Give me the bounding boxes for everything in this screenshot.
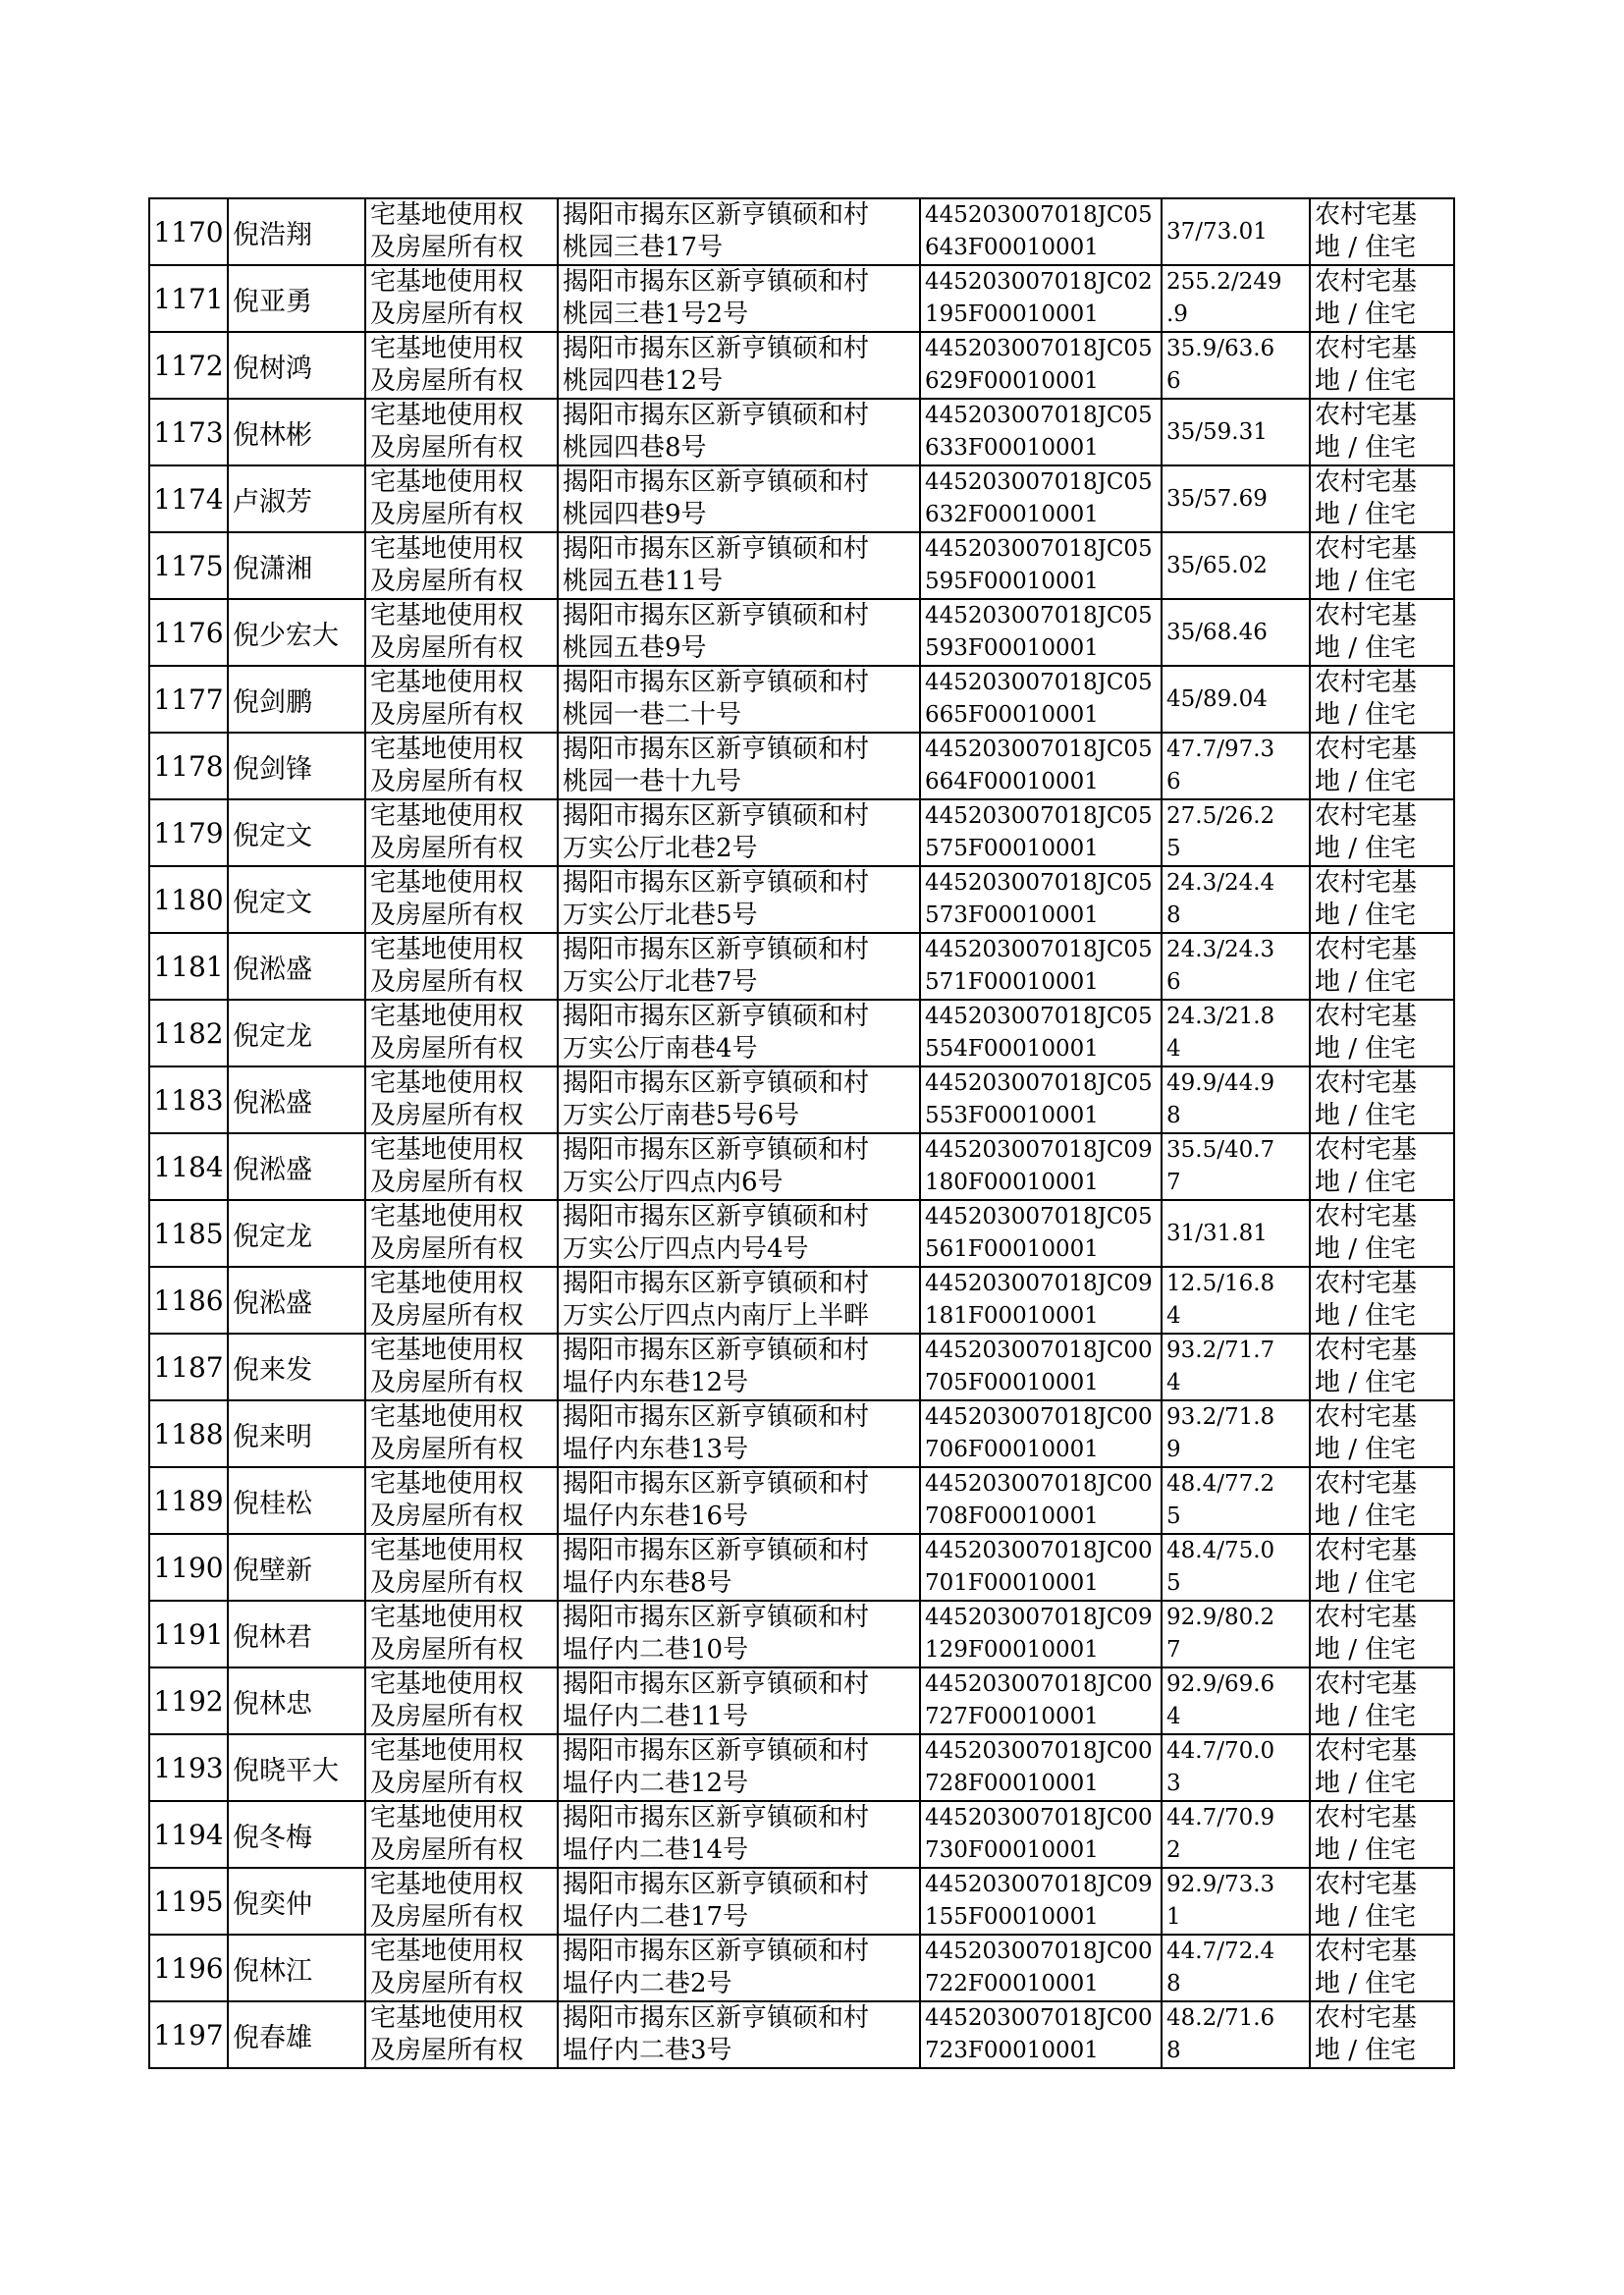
owner-name-cell: 倪春雄 <box>228 2001 365 2068</box>
land-use-cell: 农村宅基 地 / 住宅 <box>1310 532 1454 599</box>
address-cell: 揭阳市揭东区新亨镇硕和村 万实公厅南巷5号6号 <box>558 1066 920 1133</box>
property-code-cell: 445203007018JC05 554F00010001 <box>920 1000 1162 1066</box>
area-cell: 35.9/63.6 6 <box>1162 332 1310 399</box>
row-number-cell: 1189 <box>149 1467 228 1534</box>
land-use-cell: 农村宅基 地 / 住宅 <box>1310 1534 1454 1601</box>
table-row <box>149 733 1454 799</box>
owner-name-cell: 倪淞盛 <box>228 1133 365 1200</box>
property-code-cell: 445203007018JC05 665F00010001 <box>920 666 1162 733</box>
area-cell: 45/89.04 <box>1162 666 1310 733</box>
owner-name-cell: 倪林君 <box>228 1601 365 1667</box>
area-cell: 48.4/75.0 5 <box>1162 1534 1310 1601</box>
row-number-cell: 1192 <box>149 1667 228 1734</box>
owner-name-cell: 倪来明 <box>228 1400 365 1467</box>
right-type-cell: 宅基地使用权 及房屋所有权 <box>365 1868 558 1935</box>
right-type-cell: 宅基地使用权 及房屋所有权 <box>365 1334 558 1400</box>
table-row <box>149 599 1454 666</box>
address-cell: 揭阳市揭东区新亨镇硕和村 塭仔内东巷13号 <box>558 1400 920 1467</box>
address-cell: 揭阳市揭东区新亨镇硕和村 万实公厅北巷7号 <box>558 933 920 1000</box>
row-number-cell: 1187 <box>149 1334 228 1400</box>
land-use-cell: 农村宅基 地 / 住宅 <box>1310 933 1454 1000</box>
row-number-cell: 1178 <box>149 733 228 799</box>
area-cell: 92.9/80.2 7 <box>1162 1601 1310 1667</box>
row-number-cell: 1181 <box>149 933 228 1000</box>
table-row <box>149 1868 1454 1935</box>
property-code-cell: 445203007018JC05 595F00010001 <box>920 532 1162 599</box>
area-cell: 44.7/70.0 3 <box>1162 1734 1310 1801</box>
table-row <box>149 198 1454 265</box>
land-use-cell: 农村宅基 地 / 住宅 <box>1310 1400 1454 1467</box>
land-use-cell: 农村宅基 地 / 住宅 <box>1310 1935 1454 2001</box>
address-cell: 揭阳市揭东区新亨镇硕和村 塭仔内二巷10号 <box>558 1601 920 1667</box>
table-row <box>149 799 1454 866</box>
row-number-cell: 1190 <box>149 1534 228 1601</box>
row-number-cell: 1170 <box>149 198 228 265</box>
land-use-cell: 农村宅基 地 / 住宅 <box>1310 1334 1454 1400</box>
address-cell: 揭阳市揭东区新亨镇硕和村 塭仔内二巷17号 <box>558 1868 920 1935</box>
table-row <box>149 1200 1454 1267</box>
owner-name-cell: 倪剑锋 <box>228 733 365 799</box>
area-cell: 92.9/69.6 4 <box>1162 1667 1310 1734</box>
area-cell: 35/68.46 <box>1162 599 1310 666</box>
owner-name-cell: 倪壁新 <box>228 1534 365 1601</box>
property-code-cell: 445203007018JC05 632F00010001 <box>920 465 1162 532</box>
property-code-cell: 445203007018JC09 180F00010001 <box>920 1133 1162 1200</box>
row-number-cell: 1172 <box>149 332 228 399</box>
row-number-cell: 1179 <box>149 799 228 866</box>
row-number-cell: 1194 <box>149 1801 228 1868</box>
property-code-cell: 445203007018JC02 195F00010001 <box>920 265 1162 332</box>
table-row <box>149 2001 1454 2068</box>
address-cell: 揭阳市揭东区新亨镇硕和村 万实公厅南巷4号 <box>558 1000 920 1066</box>
land-use-cell: 农村宅基 地 / 住宅 <box>1310 1000 1454 1066</box>
right-type-cell: 宅基地使用权 及房屋所有权 <box>365 532 558 599</box>
right-type-cell: 宅基地使用权 及房屋所有权 <box>365 933 558 1000</box>
table-row <box>149 465 1454 532</box>
table-row <box>149 532 1454 599</box>
property-code-cell: 445203007018JC05 629F00010001 <box>920 332 1162 399</box>
property-code-cell: 445203007018JC00 722F00010001 <box>920 1935 1162 2001</box>
property-code-cell: 445203007018JC00 723F00010001 <box>920 2001 1162 2068</box>
area-cell: 24.3/24.3 6 <box>1162 933 1310 1000</box>
row-number-cell: 1176 <box>149 599 228 666</box>
property-code-cell: 445203007018JC05 575F00010001 <box>920 799 1162 866</box>
table-row <box>149 1601 1454 1667</box>
address-cell: 揭阳市揭东区新亨镇硕和村 万实公厅四点内6号 <box>558 1133 920 1200</box>
address-cell: 揭阳市揭东区新亨镇硕和村 万实公厅四点内南厅上半畔 <box>558 1267 920 1334</box>
owner-name-cell: 倪冬梅 <box>228 1801 365 1868</box>
area-cell: 93.2/71.8 9 <box>1162 1400 1310 1467</box>
address-cell: 揭阳市揭东区新亨镇硕和村 万实公厅北巷2号 <box>558 799 920 866</box>
address-cell: 揭阳市揭东区新亨镇硕和村 万实公厅北巷5号 <box>558 866 920 933</box>
right-type-cell: 宅基地使用权 及房屋所有权 <box>365 666 558 733</box>
owner-name-cell: 倪来发 <box>228 1334 365 1400</box>
property-code-cell: 445203007018JC00 706F00010001 <box>920 1400 1162 1467</box>
area-cell: 37/73.01 <box>1162 198 1310 265</box>
row-number-cell: 1183 <box>149 1066 228 1133</box>
right-type-cell: 宅基地使用权 及房屋所有权 <box>365 1734 558 1801</box>
land-use-cell: 农村宅基 地 / 住宅 <box>1310 265 1454 332</box>
owner-name-cell: 倪林江 <box>228 1935 365 2001</box>
area-cell: 48.4/77.2 5 <box>1162 1467 1310 1534</box>
right-type-cell: 宅基地使用权 及房屋所有权 <box>365 1601 558 1667</box>
table-row <box>149 1935 1454 2001</box>
right-type-cell: 宅基地使用权 及房屋所有权 <box>365 1200 558 1267</box>
row-number-cell: 1175 <box>149 532 228 599</box>
owner-name-cell: 倪剑鹏 <box>228 666 365 733</box>
land-use-cell: 农村宅基 地 / 住宅 <box>1310 1200 1454 1267</box>
owner-name-cell: 倪定龙 <box>228 1200 365 1267</box>
property-code-cell: 445203007018JC00 701F00010001 <box>920 1534 1162 1601</box>
row-number-cell: 1173 <box>149 399 228 465</box>
table-row <box>149 866 1454 933</box>
land-use-cell: 农村宅基 地 / 住宅 <box>1310 198 1454 265</box>
property-code-cell: 445203007018JC05 573F00010001 <box>920 866 1162 933</box>
land-use-cell: 农村宅基 地 / 住宅 <box>1310 399 1454 465</box>
table-row <box>149 1133 1454 1200</box>
address-cell: 揭阳市揭东区新亨镇硕和村 桃园四巷8号 <box>558 399 920 465</box>
right-type-cell: 宅基地使用权 及房屋所有权 <box>365 866 558 933</box>
right-type-cell: 宅基地使用权 及房屋所有权 <box>365 1400 558 1467</box>
land-use-cell: 农村宅基 地 / 住宅 <box>1310 1801 1454 1868</box>
property-code-cell: 445203007018JC05 553F00010001 <box>920 1066 1162 1133</box>
row-number-cell: 1186 <box>149 1267 228 1334</box>
property-code-cell: 445203007018JC00 730F00010001 <box>920 1801 1162 1868</box>
area-cell: 48.2/71.6 8 <box>1162 2001 1310 2068</box>
right-type-cell: 宅基地使用权 及房屋所有权 <box>365 465 558 532</box>
owner-name-cell: 倪林彬 <box>228 399 365 465</box>
land-use-cell: 农村宅基 地 / 住宅 <box>1310 2001 1454 2068</box>
right-type-cell: 宅基地使用权 及房屋所有权 <box>365 799 558 866</box>
right-type-cell: 宅基地使用权 及房屋所有权 <box>365 1000 558 1066</box>
owner-name-cell: 倪定龙 <box>228 1000 365 1066</box>
land-use-cell: 农村宅基 地 / 住宅 <box>1310 1467 1454 1534</box>
property-code-cell: 445203007018JC05 571F00010001 <box>920 933 1162 1000</box>
area-cell: 35.5/40.7 7 <box>1162 1133 1310 1200</box>
right-type-cell: 宅基地使用权 及房屋所有权 <box>365 265 558 332</box>
owner-name-cell: 倪定文 <box>228 799 365 866</box>
area-cell: 24.3/21.8 4 <box>1162 1000 1310 1066</box>
table-row <box>149 399 1454 465</box>
row-number-cell: 1191 <box>149 1601 228 1667</box>
address-cell: 揭阳市揭东区新亨镇硕和村 塭仔内东巷16号 <box>558 1467 920 1534</box>
table-row <box>149 1734 1454 1801</box>
owner-name-cell: 卢淑芳 <box>228 465 365 532</box>
right-type-cell: 宅基地使用权 及房屋所有权 <box>365 1534 558 1601</box>
row-number-cell: 1182 <box>149 1000 228 1066</box>
area-cell: 44.7/72.4 8 <box>1162 1935 1310 2001</box>
area-cell: 44.7/70.9 2 <box>1162 1801 1310 1868</box>
property-code-cell: 445203007018JC05 561F00010001 <box>920 1200 1162 1267</box>
owner-name-cell: 倪少宏大 <box>228 599 365 666</box>
row-number-cell: 1185 <box>149 1200 228 1267</box>
property-code-cell: 445203007018JC00 728F00010001 <box>920 1734 1162 1801</box>
row-number-cell: 1177 <box>149 666 228 733</box>
right-type-cell: 宅基地使用权 及房屋所有权 <box>365 2001 558 2068</box>
table-row <box>149 1801 1454 1868</box>
table-row <box>149 332 1454 399</box>
table-row <box>149 265 1454 332</box>
row-number-cell: 1193 <box>149 1734 228 1801</box>
land-use-cell: 农村宅基 地 / 住宅 <box>1310 1868 1454 1935</box>
right-type-cell: 宅基地使用权 及房屋所有权 <box>365 733 558 799</box>
area-cell: 92.9/73.3 1 <box>1162 1868 1310 1935</box>
owner-name-cell: 倪树鸿 <box>228 332 365 399</box>
area-cell: 35/65.02 <box>1162 532 1310 599</box>
table-row <box>149 1534 1454 1601</box>
land-use-cell: 农村宅基 地 / 住宅 <box>1310 1066 1454 1133</box>
land-use-cell: 农村宅基 地 / 住宅 <box>1310 1667 1454 1734</box>
right-type-cell: 宅基地使用权 及房屋所有权 <box>365 1801 558 1868</box>
address-cell: 揭阳市揭东区新亨镇硕和村 桃园五巷9号 <box>558 599 920 666</box>
property-code-cell: 445203007018JC05 633F00010001 <box>920 399 1162 465</box>
land-use-cell: 农村宅基 地 / 住宅 <box>1310 599 1454 666</box>
owner-name-cell: 倪淞盛 <box>228 933 365 1000</box>
right-type-cell: 宅基地使用权 及房屋所有权 <box>365 1935 558 2001</box>
table-row <box>149 1000 1454 1066</box>
land-use-cell: 农村宅基 地 / 住宅 <box>1310 1601 1454 1667</box>
property-code-cell: 445203007018JC00 705F00010001 <box>920 1334 1162 1400</box>
address-cell: 揭阳市揭东区新亨镇硕和村 塭仔内东巷12号 <box>558 1334 920 1400</box>
address-cell: 揭阳市揭东区新亨镇硕和村 塭仔内二巷11号 <box>558 1667 920 1734</box>
table-row <box>149 1066 1454 1133</box>
right-type-cell: 宅基地使用权 及房屋所有权 <box>365 1133 558 1200</box>
land-use-cell: 农村宅基 地 / 住宅 <box>1310 866 1454 933</box>
right-type-cell: 宅基地使用权 及房屋所有权 <box>365 1667 558 1734</box>
right-type-cell: 宅基地使用权 及房屋所有权 <box>365 599 558 666</box>
owner-name-cell: 倪定文 <box>228 866 365 933</box>
row-number-cell: 1180 <box>149 866 228 933</box>
owner-name-cell: 倪桂松 <box>228 1467 365 1534</box>
land-use-cell: 农村宅基 地 / 住宅 <box>1310 733 1454 799</box>
property-code-cell: 445203007018JC00 708F00010001 <box>920 1467 1162 1534</box>
row-number-cell: 1188 <box>149 1400 228 1467</box>
land-use-cell: 农村宅基 地 / 住宅 <box>1310 1133 1454 1200</box>
property-code-cell: 445203007018JC09 155F00010001 <box>920 1868 1162 1935</box>
owner-name-cell: 倪淞盛 <box>228 1066 365 1133</box>
land-use-cell: 农村宅基 地 / 住宅 <box>1310 799 1454 866</box>
table-row <box>149 1334 1454 1400</box>
land-use-cell: 农村宅基 地 / 住宅 <box>1310 465 1454 532</box>
address-cell: 揭阳市揭东区新亨镇硕和村 塭仔内二巷2号 <box>558 1935 920 2001</box>
table-row <box>149 666 1454 733</box>
area-cell: 24.3/24.4 8 <box>1162 866 1310 933</box>
address-cell: 揭阳市揭东区新亨镇硕和村 桃园一巷二十号 <box>558 666 920 733</box>
address-cell: 揭阳市揭东区新亨镇硕和村 桃园三巷1号2号 <box>558 265 920 332</box>
row-number-cell: 1184 <box>149 1133 228 1200</box>
table-row <box>149 1667 1454 1734</box>
row-number-cell: 1197 <box>149 2001 228 2068</box>
area-cell: 47.7/97.3 6 <box>1162 733 1310 799</box>
address-cell: 揭阳市揭东区新亨镇硕和村 塭仔内二巷12号 <box>558 1734 920 1801</box>
land-use-cell: 农村宅基 地 / 住宅 <box>1310 1734 1454 1801</box>
address-cell: 揭阳市揭东区新亨镇硕和村 塭仔内二巷14号 <box>558 1801 920 1868</box>
right-type-cell: 宅基地使用权 及房屋所有权 <box>365 332 558 399</box>
area-cell: 255.2/249 .9 <box>1162 265 1310 332</box>
address-cell: 揭阳市揭东区新亨镇硕和村 塭仔内二巷3号 <box>558 2001 920 2068</box>
table-row <box>149 1400 1454 1467</box>
table-row <box>149 1267 1454 1334</box>
address-cell: 揭阳市揭东区新亨镇硕和村 桃园一巷十九号 <box>558 733 920 799</box>
right-type-cell: 宅基地使用权 及房屋所有权 <box>365 198 558 265</box>
right-type-cell: 宅基地使用权 及房屋所有权 <box>365 1467 558 1534</box>
area-cell: 35/59.31 <box>1162 399 1310 465</box>
owner-name-cell: 倪奕仲 <box>228 1868 365 1935</box>
table-body <box>149 198 1454 2068</box>
address-cell: 揭阳市揭东区新亨镇硕和村 桃园四巷12号 <box>558 332 920 399</box>
land-use-cell: 农村宅基 地 / 住宅 <box>1310 1267 1454 1334</box>
land-use-cell: 农村宅基 地 / 住宅 <box>1310 666 1454 733</box>
address-cell: 揭阳市揭东区新亨镇硕和村 塭仔内东巷8号 <box>558 1534 920 1601</box>
owner-name-cell: 倪林忠 <box>228 1667 365 1734</box>
area-cell: 35/57.69 <box>1162 465 1310 532</box>
row-number-cell: 1196 <box>149 1935 228 2001</box>
area-cell: 12.5/16.8 4 <box>1162 1267 1310 1334</box>
property-code-cell: 445203007018JC05 643F00010001 <box>920 198 1162 265</box>
area-cell: 31/31.81 <box>1162 1200 1310 1267</box>
area-cell: 49.9/44.9 8 <box>1162 1066 1310 1133</box>
area-cell: 27.5/26.2 5 <box>1162 799 1310 866</box>
row-number-cell: 1195 <box>149 1868 228 1935</box>
owner-name-cell: 倪潇湘 <box>228 532 365 599</box>
property-code-cell: 445203007018JC05 664F00010001 <box>920 733 1162 799</box>
address-cell: 揭阳市揭东区新亨镇硕和村 万实公厅四点内号4号 <box>558 1200 920 1267</box>
address-cell: 揭阳市揭东区新亨镇硕和村 桃园四巷9号 <box>558 465 920 532</box>
property-code-cell: 445203007018JC09 181F00010001 <box>920 1267 1162 1334</box>
owner-name-cell: 倪亚勇 <box>228 265 365 332</box>
registration-table <box>148 197 1455 2069</box>
owner-name-cell: 倪晓平大 <box>228 1734 365 1801</box>
address-cell: 揭阳市揭东区新亨镇硕和村 桃园三巷17号 <box>558 198 920 265</box>
property-code-cell: 445203007018JC09 129F00010001 <box>920 1601 1162 1667</box>
area-cell: 93.2/71.7 4 <box>1162 1334 1310 1400</box>
owner-name-cell: 倪淞盛 <box>228 1267 365 1334</box>
table-row <box>149 1467 1454 1534</box>
right-type-cell: 宅基地使用权 及房屋所有权 <box>365 1066 558 1133</box>
land-use-cell: 农村宅基 地 / 住宅 <box>1310 332 1454 399</box>
property-code-cell: 445203007018JC05 593F00010001 <box>920 599 1162 666</box>
property-code-cell: 445203007018JC00 727F00010001 <box>920 1667 1162 1734</box>
owner-name-cell: 倪浩翔 <box>228 198 365 265</box>
right-type-cell: 宅基地使用权 及房屋所有权 <box>365 1267 558 1334</box>
table-row <box>149 933 1454 1000</box>
row-number-cell: 1171 <box>149 265 228 332</box>
right-type-cell: 宅基地使用权 及房屋所有权 <box>365 399 558 465</box>
address-cell: 揭阳市揭东区新亨镇硕和村 桃园五巷11号 <box>558 532 920 599</box>
row-number-cell: 1174 <box>149 465 228 532</box>
